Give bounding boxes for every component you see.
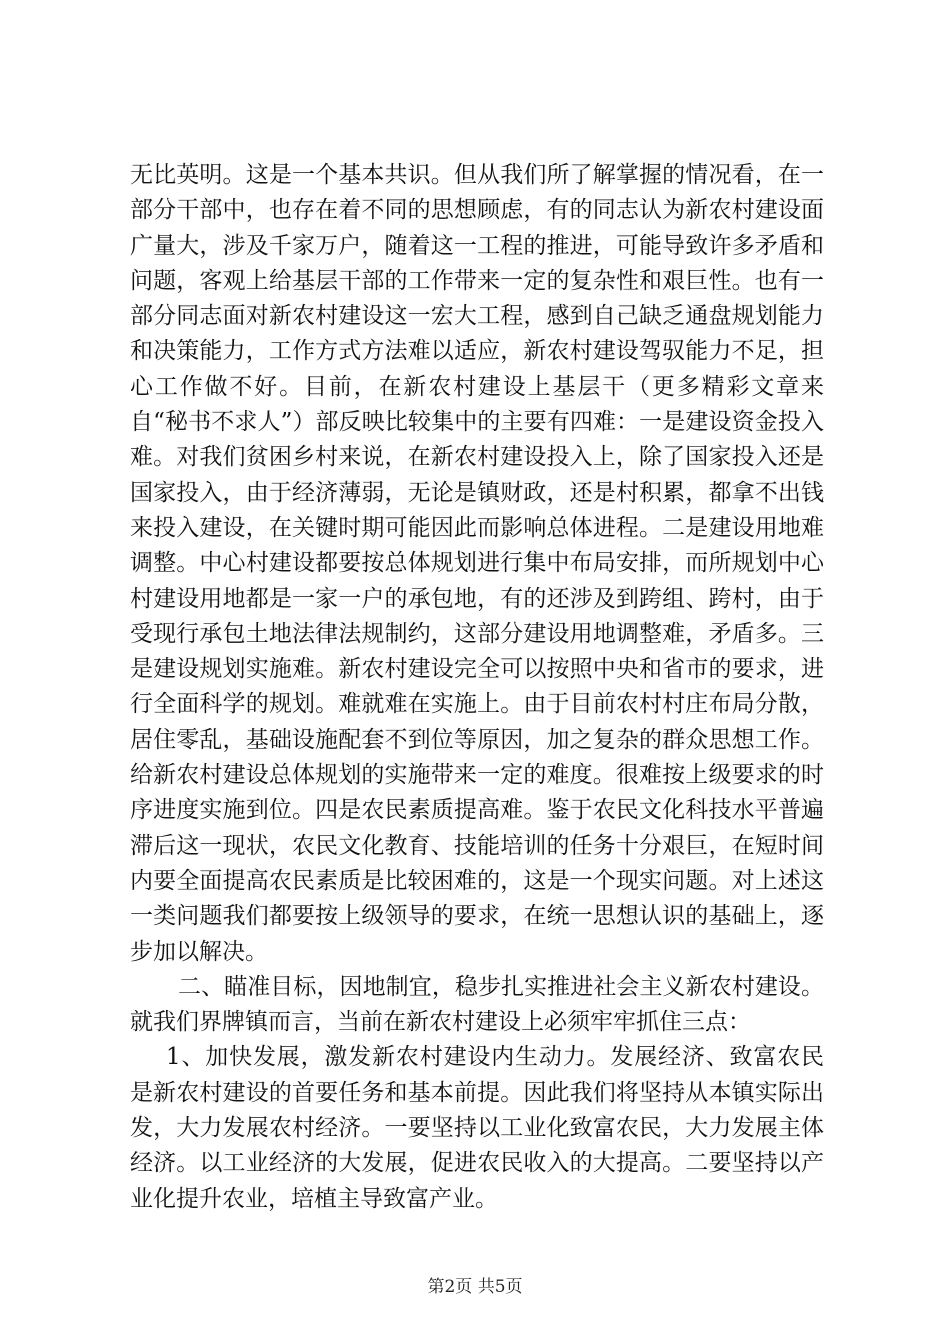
paragraph-2: 二、瞄准目标，因地制宜，稳步扎实推进社会主义新农村建设。就我们界牌镇而言，当前在新农村建设上必须牢牢抓住三点：: [130, 973, 824, 1036]
document-body: [130, 158, 824, 1217]
paragraph-3: 1、加快发展，激发新农村建设内生动力。发展经济、致富农民是新农村建设的首要任务和基本前提。因此我们将坚持从本镇实际出发，大力发展农村经济。一要坚持以工业化致富农民，大力发展主体经济。以工业经济的大发展，促进农民收入的大提高。二要坚持以产业化提升农业，培植主导致富产业。: [130, 1044, 824, 1212]
page-number-footer: 第2页 共5页: [427, 1277, 523, 1297]
paragraph-1: 无比英明。这是一个基本共识。但从我们所了解掌握的情况看，在一部分干部中，也存在着不同的思想顾虑，有的同志认为新农村建设面广量大，涉及千家万户，随着这一工程的推进，可能导致许多矛盾和问题，客观上给基层干部的工作带来一定的复杂性和艰巨性。也有一部分同志面对新农村建设这一宏大工程，感到自己缺乏通盘规划能力和决策能力，工作方式方法难以适应，新农村建设驾驭能力不足，担心工作做不好。目前，在新农村建设上基层干（更多精彩文章来自“秘书不求人”）部反映比较集中的主要有四难：一是建设资金投入难。对我们贫困乡村来说，在新农村建设投入上，除了国家投入还是国家投入，由于经济薄弱，无论是镇财政，还是村积累，都拿不出钱来投入建设，在关键时期可能因此而影响总体进程。二是建设用地难调整。中心村建设都要按总体规划进行集中布局安排，而所规划中心村建设用地都是一家一户的承包地，有的还涉及到跨组、跨村，由于受现行承包土地法律法规制约，这部分建设用地调整难，矛盾多。三是建设规划实施难。新农村建设完全可以按照中央和省市的要求，进行全面科学的规划。难就难在实施上。由于目前农村村庄布局分散，居住零乱，基础设施配套不到位等原因，加之复杂的群众思想工作。给新农村建设总体规划的实施带来一定的难度。很难按上级要求的时序进度实施到位。四是农民素质提高难。鉴于农民文化科技水平普遍滞后这一现状，农民文化教育、技能培训的任务十分艰巨，在短时间内要全面提高农民素质是比较困难的，这是一个现实问题。对上述这一类问题我们都要按上级领导的要求，在统一思想认识的基础上，逐步加以解决。: [130, 162, 824, 965]
